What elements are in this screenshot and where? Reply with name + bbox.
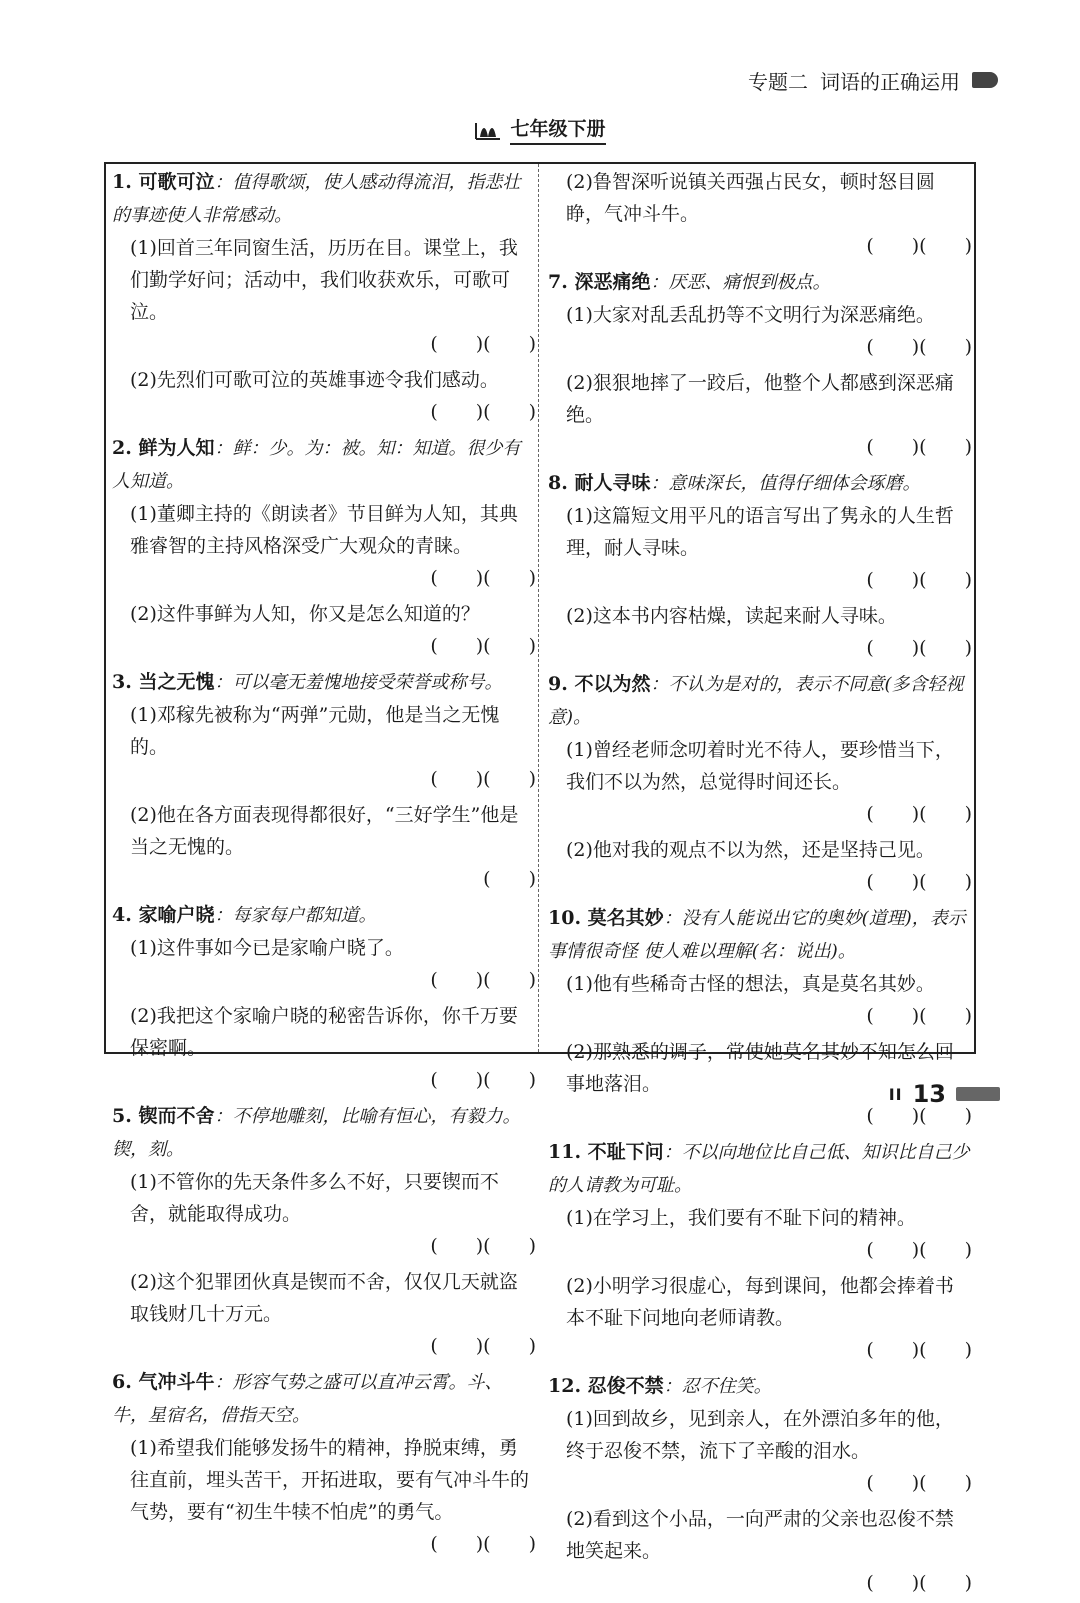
idiom-definition: ：不认为是对的，表示不同意(多含轻视意)。 bbox=[548, 674, 964, 728]
answer-blanks[interactable]: ( )( ) bbox=[866, 1105, 972, 1127]
example-sentence-1: (1)他有些稀奇古怪的想法，真是莫名其妙。 bbox=[566, 973, 935, 995]
answer-blanks[interactable]: ( )( ) bbox=[866, 803, 972, 825]
example-sentence-2: (2)他在各方面表现得都很好，“三好学生”他是当之无愧的。 bbox=[130, 804, 519, 858]
section-heading bbox=[0, 114, 1080, 145]
idiom-definition: ：不停地雕刻，比喻有恒心，有毅力。锲，刻。 bbox=[112, 1106, 521, 1160]
item-4 bbox=[112, 899, 536, 1096]
item-2 bbox=[112, 432, 536, 662]
answer-blanks[interactable]: ( )( ) bbox=[866, 1339, 972, 1361]
item-6-continued bbox=[548, 166, 972, 262]
item-8 bbox=[548, 467, 972, 664]
example-sentence-1: (1)不管你的先天条件多么不好，只要锲而不舍，就能取得成功。 bbox=[130, 1171, 499, 1225]
example-sentence-2: (2)小明学习很虚心，每到课间，他都会捧着书本不耻下问地向老师请教。 bbox=[566, 1275, 954, 1329]
example-sentence-2: (2)我把这个家喻户晓的秘密告诉你，你千万要保密啊。 bbox=[130, 1005, 518, 1059]
example-sentence-2: (2)那熟悉的调子，常使她莫名其妙不知怎么回事地落泪。 bbox=[566, 1041, 954, 1095]
idiom-head: 1. 可歌可泣 bbox=[112, 171, 215, 193]
answer-blanks[interactable]: ( )( ) bbox=[866, 235, 972, 257]
idiom-head: 7. 深恶痛绝 bbox=[548, 271, 651, 293]
example-sentence-2: (2)这本书内容枯燥，读起来耐人寻味。 bbox=[566, 605, 897, 627]
idiom-head: 8. 耐人寻味 bbox=[548, 472, 651, 494]
item-1 bbox=[112, 166, 536, 428]
idiom-definition: ：不以向地位比自己低、知识比自己少的人请教为可耻。 bbox=[548, 1142, 970, 1196]
page-footer bbox=[889, 1080, 1000, 1108]
example-sentence-2: (2)这个犯罪团伙真是锲而不舍，仅仅几天就盗取钱财几十万元。 bbox=[130, 1271, 518, 1325]
item-9 bbox=[548, 668, 972, 898]
idiom-head: 10. 莫名其妙 bbox=[548, 907, 664, 929]
right-column bbox=[548, 166, 972, 1603]
answer-blanks[interactable]: ( )( ) bbox=[866, 1005, 972, 1027]
idiom-head: 4. 家喻户晓 bbox=[112, 904, 215, 926]
idiom-definition: ：没有人能说出它的奥妙(道理)，表示事情很奇怪 使人难以理解(名：说出)。 bbox=[548, 908, 966, 962]
answer-blanks[interactable]: ( )( ) bbox=[430, 567, 536, 589]
answer-blanks[interactable]: ( )( ) bbox=[430, 401, 536, 423]
example-sentence-1: (1)邓稼先被称为“两弹”元勋，他是当之无愧的。 bbox=[130, 704, 500, 758]
item-11 bbox=[548, 1136, 972, 1366]
example-sentence-1: (1)回到故乡，见到亲人，在外漂泊多年的他，终于忍俊不禁，流下了辛酸的泪水。 bbox=[566, 1408, 954, 1462]
idiom-head: 12. 忍俊不禁 bbox=[548, 1375, 664, 1397]
example-sentence-1: (1)回首三年同窗生活，历历在目。课堂上，我们勤学好问；活动中，我们收获欢乐，可歌可泣。 bbox=[130, 237, 518, 323]
answer-blanks[interactable]: ( )( ) bbox=[430, 1069, 536, 1091]
example-sentence-1: (1)这件事如今已是家喻户晓了。 bbox=[130, 937, 404, 959]
book-icon bbox=[474, 119, 502, 141]
header-bar-decoration bbox=[972, 72, 998, 88]
example-sentence-1: (1)希望我们能够发扬牛的精神，挣脱束缚，勇往直前，埋头苦干，开拓进取，要有气冲斗牛的气势，要有“初生牛犊不怕虎”的勇气。 bbox=[130, 1437, 530, 1523]
column-divider bbox=[538, 164, 539, 1052]
chapter-title: 词语的正确运用 bbox=[820, 69, 960, 94]
example-sentence-2: (2)看到这个小品，一向严肃的父亲也忍俊不禁地笑起来。 bbox=[566, 1508, 954, 1562]
answer-blanks[interactable]: ( )( ) bbox=[866, 569, 972, 591]
chapter-label: 专题二 bbox=[748, 69, 808, 94]
example-sentence-2: (2)先烈们可歌可泣的英雄事迹令我们感动。 bbox=[130, 369, 499, 391]
answer-blanks[interactable]: ( )( ) bbox=[430, 333, 536, 355]
answer-blanks[interactable]: ( )( ) bbox=[430, 1533, 536, 1555]
answer-blanks[interactable]: ( )( ) bbox=[430, 1235, 536, 1257]
item-3 bbox=[112, 666, 536, 895]
idiom-definition: ：厌恶、痛恨到极点。 bbox=[650, 272, 831, 293]
example-sentence-1: (1)在学习上，我们要有不耻下问的精神。 bbox=[566, 1207, 916, 1229]
example-sentence-2: (2)鲁智深听说镇关西强占民女，顿时怒目圆睁，气冲斗牛。 bbox=[566, 171, 935, 225]
idiom-definition: ：值得歌颂，使人感动得流泪，指悲壮的事迹使人非常感动。 bbox=[112, 172, 521, 226]
page-number: 13 bbox=[912, 1080, 946, 1108]
idiom-head: 5. 锲而不舍 bbox=[112, 1105, 215, 1127]
item-5 bbox=[112, 1100, 536, 1362]
answer-blank-single[interactable]: ( ) bbox=[483, 868, 536, 890]
idiom-head: 11. 不耻下问 bbox=[548, 1141, 664, 1163]
answer-blanks[interactable]: ( )( ) bbox=[430, 635, 536, 657]
example-sentence-1: (1)董卿主持的《朗读者》节目鲜为人知，其典雅睿智的主持风格深受广大观众的青睐。 bbox=[130, 503, 518, 557]
idiom-definition: ：意味深长，值得仔细体会琢磨。 bbox=[650, 473, 921, 494]
page-header bbox=[748, 62, 998, 98]
idiom-definition: ：忍不住笑。 bbox=[663, 1376, 772, 1397]
item-12 bbox=[548, 1370, 972, 1599]
idiom-head: 6. 气冲斗牛 bbox=[112, 1371, 215, 1393]
idiom-definition: ：鲜：少。为：被。知：知道。很少有人知道。 bbox=[112, 438, 521, 492]
left-column bbox=[112, 166, 536, 1564]
idiom-definition: ：每家每户都知道。 bbox=[214, 905, 377, 926]
answer-blanks[interactable]: ( )( ) bbox=[866, 1239, 972, 1261]
answer-blanks[interactable]: ( )( ) bbox=[866, 1472, 972, 1494]
example-sentence-2: (2)狠狠地摔了一跤后，他整个人都感到深恶痛绝。 bbox=[566, 372, 954, 426]
page-bar-decoration bbox=[956, 1087, 1000, 1101]
answer-blanks[interactable]: ( )( ) bbox=[866, 637, 972, 659]
answer-blanks[interactable]: ( )( ) bbox=[866, 871, 972, 893]
idiom-head: 2. 鲜为人知 bbox=[112, 437, 215, 459]
idiom-head: 9. 不以为然 bbox=[548, 673, 651, 695]
example-sentence-1: (1)大家对乱丢乱扔等不文明行为深恶痛绝。 bbox=[566, 304, 935, 326]
answer-blanks[interactable]: ( )( ) bbox=[866, 1572, 972, 1594]
page-marks: II bbox=[888, 1084, 903, 1104]
example-sentence-1: (1)曾经老师念叨着时光不待人，要珍惜当下，我们不以为然，总觉得时间还长。 bbox=[566, 739, 954, 793]
answer-blanks[interactable]: ( )( ) bbox=[430, 1335, 536, 1357]
answer-blanks[interactable]: ( )( ) bbox=[430, 969, 536, 991]
idiom-definition: ：可以毫无羞愧地接受荣誉或称号。 bbox=[214, 672, 503, 693]
item-7 bbox=[548, 266, 972, 463]
answer-blanks[interactable]: ( )( ) bbox=[866, 436, 972, 458]
answer-blanks[interactable]: ( )( ) bbox=[430, 768, 536, 790]
example-sentence-1: (1)这篇短文用平凡的语言写出了隽永的人生哲理，耐人寻味。 bbox=[566, 505, 954, 559]
idiom-head: 3. 当之无愧 bbox=[112, 671, 215, 693]
example-sentence-2: (2)他对我的观点不以为然，还是坚持己见。 bbox=[566, 839, 935, 861]
section-title: 七年级下册 bbox=[510, 114, 605, 145]
idiom-definition: ：形容气势之盛可以直冲云霄。斗、牛，星宿名，借指天空。 bbox=[112, 1372, 503, 1426]
item-6 bbox=[112, 1366, 536, 1560]
answer-blanks[interactable]: ( )( ) bbox=[866, 336, 972, 358]
example-sentence-2: (2)这件事鲜为人知，你又是怎么知道的？ bbox=[130, 603, 480, 625]
